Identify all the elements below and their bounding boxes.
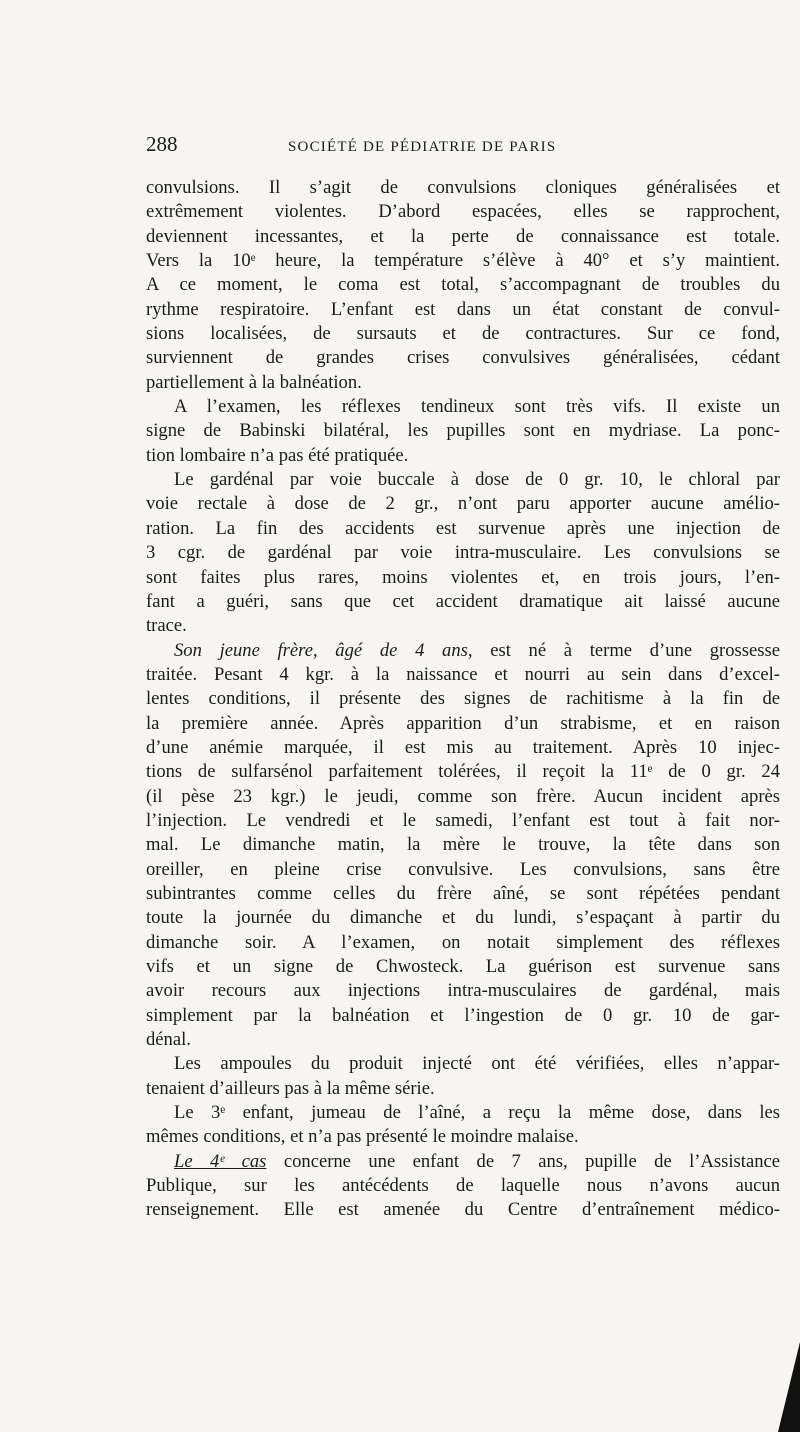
text-line: Publique, sur les antécédents de laquelle nous n’avons aucun (146, 1175, 780, 1197)
text-line: tion lombaire n’a pas été pratiquée. (146, 444, 409, 466)
text-line: renseignement. Elle est amenée du Centre d’entraînement médico- (146, 1199, 780, 1221)
text-line: vifs et un signe de Chwosteck. La guérison est survenue sans (146, 956, 780, 977)
text-line: simplement par la balnéation et l’ingestion de 0 gr. 10 de gar- (146, 1004, 780, 1026)
text-line: mal. Le dimanche matin, la mère le trouve, la tête dans son (146, 834, 780, 856)
text-line: A ce moment, le coma est total, s’accompagnant de troubles du (146, 274, 780, 296)
text-line: lentes conditions, il présente des signes de rachitisme à la fin de (146, 688, 780, 710)
text-line: sont faites plus rares, moins violentes et, en trois jours, l’en- (146, 566, 780, 588)
text-line-rest: est né à terme d’une grossesse (490, 639, 780, 661)
text-line (146, 1150, 780, 1174)
page-number: 288 (146, 132, 178, 156)
text-line: signe de Babinski bilatéral, les pupilles sont en mydriase. La ponc- (146, 420, 780, 442)
text-line: Le gardénal par voie buccale à dose de 0 gr. 10, le chloral par (174, 469, 780, 491)
italic-lead: Son jeune frère, âgé de 4 ans, (174, 639, 473, 661)
text-line: la première année. Après apparition d’un strabisme, et en raison (146, 712, 780, 734)
text-line: Vers la 10ᵉ heure, la température s’élève à 40° et s’y maintient. (146, 250, 780, 272)
text-line: avoir recours aux injections intra-musculaires de gardénal, mais (146, 980, 780, 1002)
text-line: 3 cgr. de gardénal par voie intra-musculaire. Les convulsions se (146, 542, 780, 564)
text-line: convulsions. Il s’agit de convulsions cloniques généralisées et (146, 177, 780, 198)
text-line: surviennent de grandes crises convulsives généralisées, cédant (146, 347, 780, 369)
text-line: fant a guéri, sans que cet accident dramatique ait laissé aucune (146, 590, 780, 612)
text-line: (il pèse 23 kgr.) le jeudi, comme son frère. Aucun incident après (146, 785, 780, 807)
text-line: trace. (146, 615, 187, 637)
text-line: Le 3ᵉ enfant, jumeau de l’aîné, a reçu la même dose, dans les (174, 1102, 780, 1124)
text-line: partiellement à la balnéation. (146, 371, 362, 393)
page-corner-shadow (778, 1342, 800, 1432)
text-line: sions localisées, de sursauts et de contractures. Sur ce fond, (146, 323, 780, 345)
text-line: ration. La fin des accidents est survenue après une injection de (146, 517, 780, 539)
running-head: SOCIÉTÉ DE PÉDIATRIE DE PARIS (288, 139, 557, 155)
text-line: tenaient d’ailleurs pas à la même série. (146, 1077, 435, 1099)
text-line: d’une anémie marquée, il est mis au traitement. Après 10 injec- (146, 736, 780, 758)
body-text (146, 176, 780, 1223)
text-line: dénal. (146, 1029, 191, 1051)
page-header (146, 132, 768, 162)
text-line (146, 639, 780, 663)
text-line: Les ampoules du produit injecté ont été vérifiées, elles n’appar- (174, 1053, 780, 1075)
underlined-lead: Le 4ᵉ cas (174, 1150, 267, 1172)
text-line: A l’examen, les réflexes tendineux sont très vifs. Il existe un (174, 396, 780, 418)
text-line: toute la journée du dimanche et du lundi, s’espaçant à partir du (146, 907, 780, 929)
text-line: traitée. Pesant 4 kgr. à la naissance et nourri au sein dans d’excel- (146, 663, 780, 685)
text-line: extrêmement violentes. D’abord espacées, elles se rapprochent, (146, 201, 780, 223)
text-line: oreiller, en pleine crise convulsive. Les convulsions, sans être (146, 858, 780, 880)
text-line: voie rectale à dose de 2 gr., n’ont paru apporter aucune amélio- (146, 493, 780, 515)
text-line: subintrantes comme celles du frère aîné, se sont répétées pendant (146, 882, 780, 904)
text-line: l’injection. Le vendredi et le samedi, l’enfant est tout à fait nor- (146, 809, 780, 831)
text-line: deviennent incessantes, et la perte de connaissance est totale. (146, 225, 780, 247)
text-line: rythme respiratoire. L’enfant est dans un état constant de convul- (146, 298, 780, 320)
text-line: tions de sulfarsénol parfaitement tolérées, il reçoit la 11ᵉ de 0 gr. 24 (146, 761, 780, 783)
text-line: dimanche soir. A l’examen, on notait simplement des réflexes (146, 931, 780, 953)
text-line: mêmes conditions, et n’a pas présenté le moindre malaise. (146, 1126, 579, 1148)
text-line-rest: concerne une enfant de 7 ans, pupille de l’Assistance (283, 1150, 780, 1172)
